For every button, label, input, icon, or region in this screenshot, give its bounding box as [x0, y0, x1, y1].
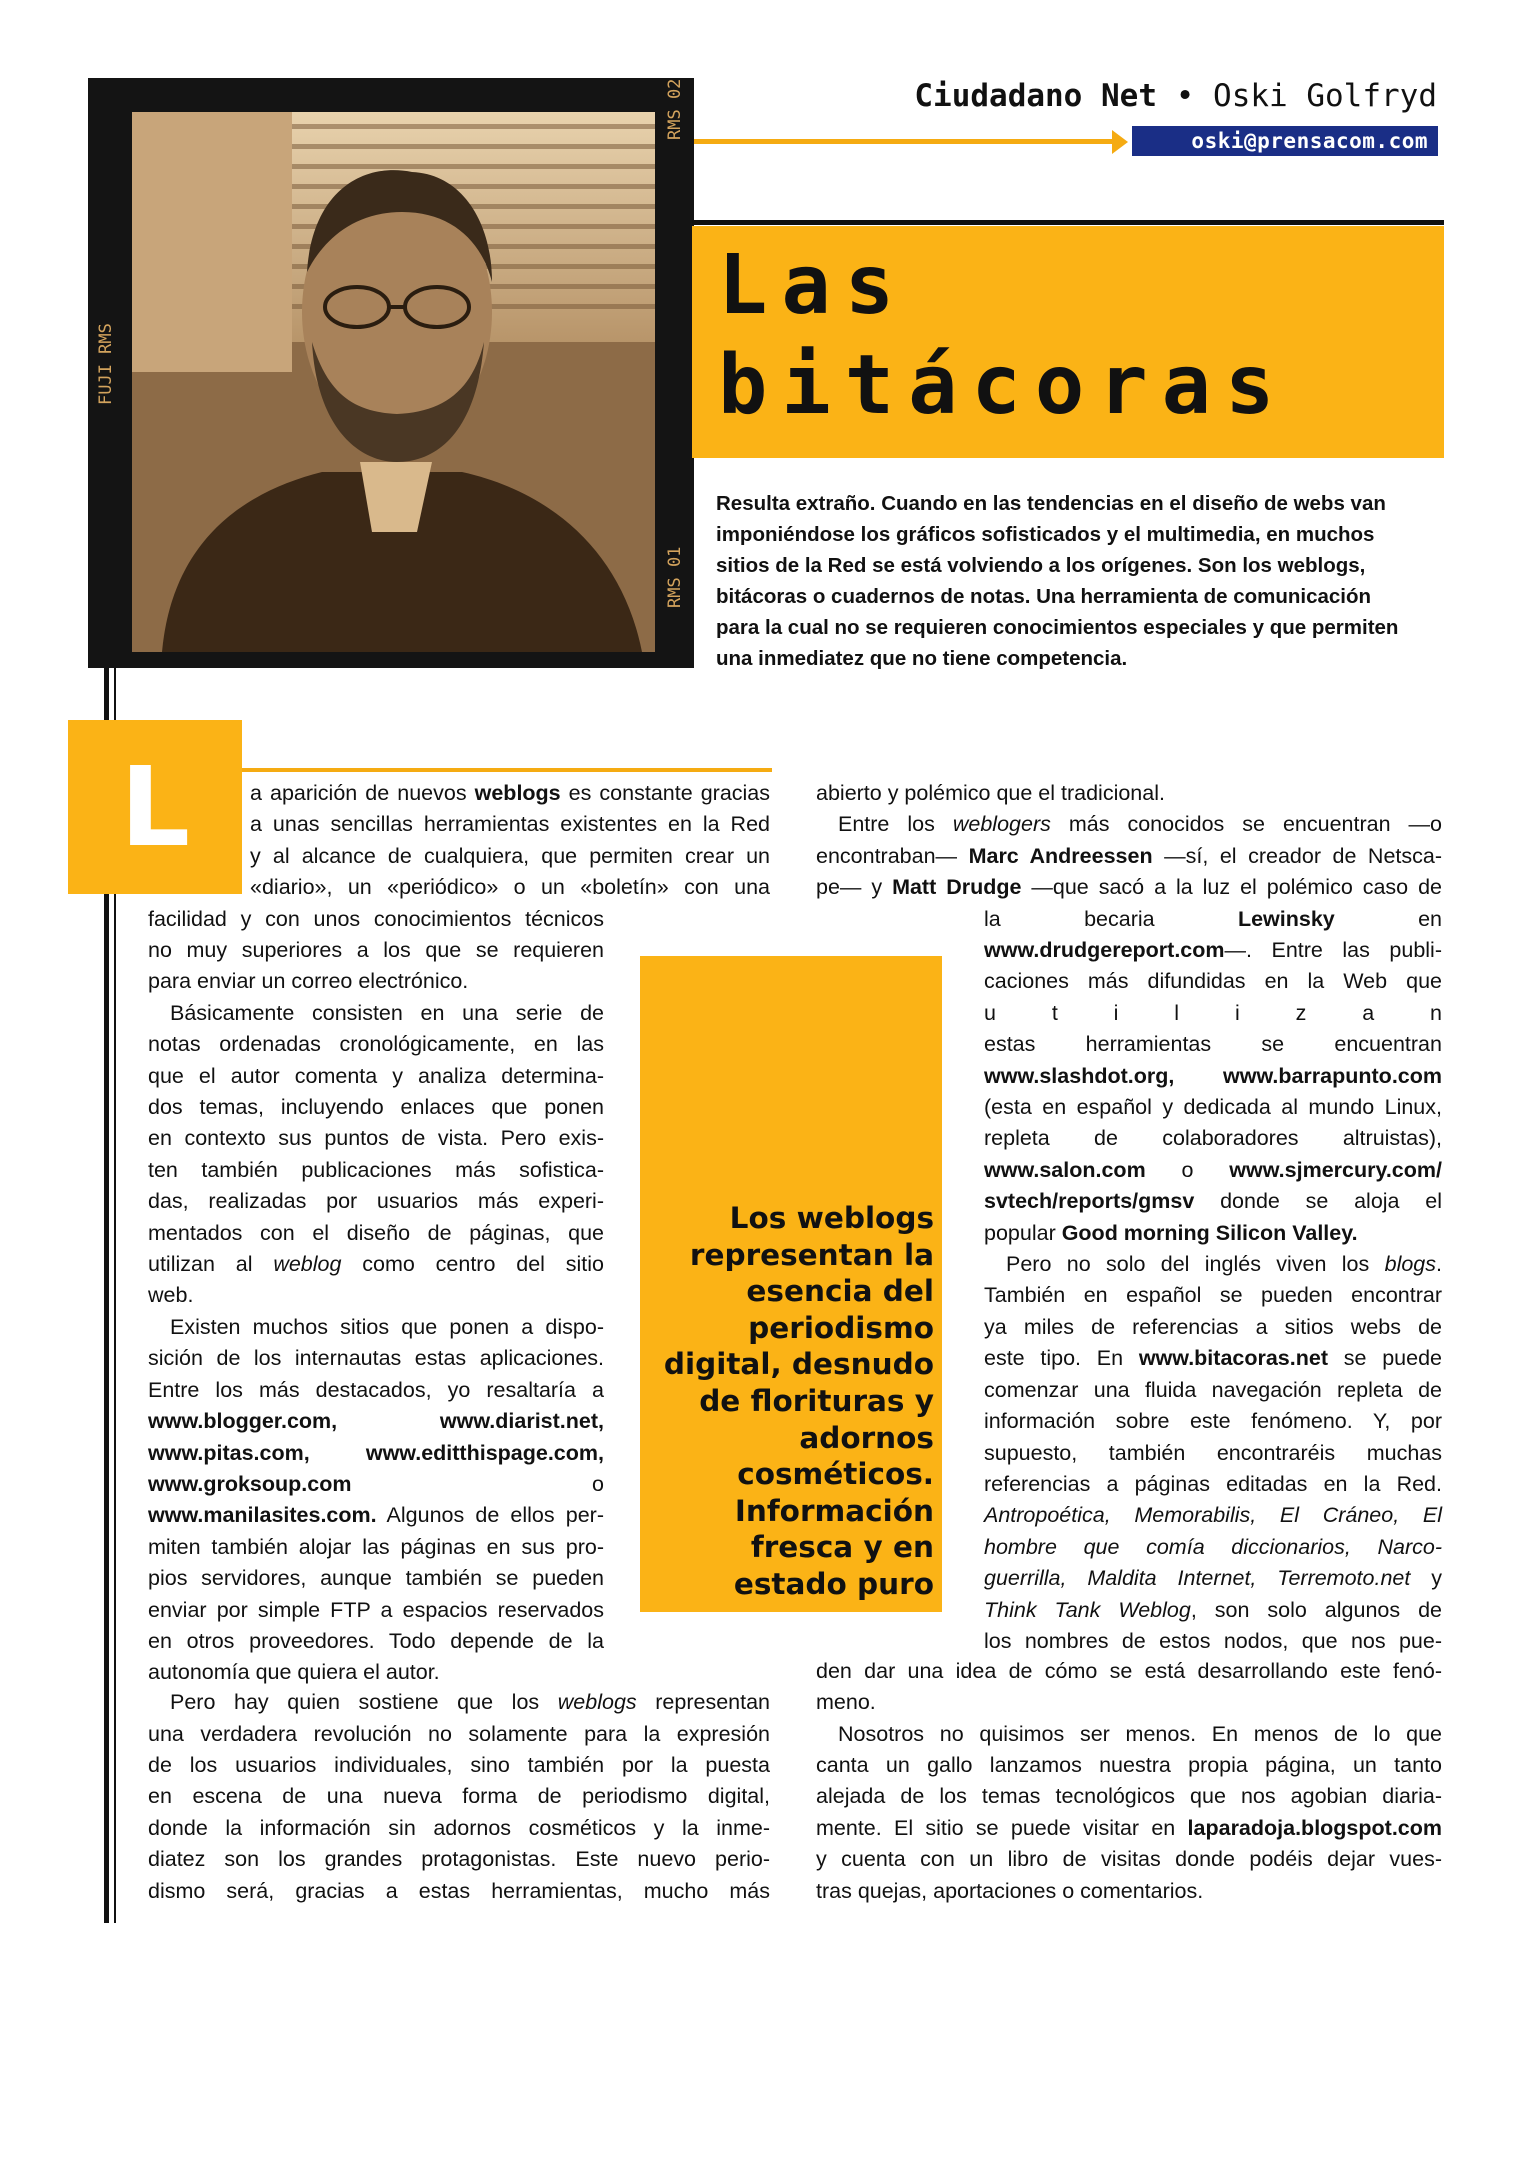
text-line: a unas sencillas herramientas existentes en la Red	[250, 812, 770, 837]
text-line: en otros proveedores. Todo depende de la	[148, 1628, 604, 1653]
text-line: das, realizadas por usuarios más experi-	[148, 1189, 604, 1214]
text-line: canta un gallo lanzamos nuestra propia página, un tanto	[816, 1753, 1442, 1778]
text-line: sición de los internautas estas aplicaciones.	[148, 1346, 604, 1371]
text-line: repleta de colaboradores altruistas),	[984, 1126, 1442, 1151]
text-line: utilizan al weblog como centro del sitio	[148, 1252, 604, 1277]
text-line: ten también publicaciones más sofistica-	[148, 1157, 604, 1182]
text-line: Básicamente consisten en una serie de	[170, 1000, 604, 1025]
text-line: mentados con el diseño de páginas, que	[148, 1220, 604, 1245]
left-col-text	[148, 904, 604, 1689]
film-label-bottom: RMS 01	[665, 546, 685, 608]
text-line: web.	[148, 1283, 194, 1308]
text-line: dismo será, gracias a estas herramientas, mucho más	[148, 1878, 770, 1903]
text-line: en escena de una nueva forma de periodismo digital,	[148, 1784, 770, 1809]
text-line[interactable]: www.manilasites.com. Algunos de ellos per-	[148, 1503, 604, 1528]
text-line: abierto y polémico que el tradicional.	[816, 781, 1165, 805]
title-line-1: Las	[718, 238, 909, 333]
text-line: de los usuarios individuales, sino también por la puesta	[148, 1753, 770, 1777]
pull-quote: Los weblogs representan la esencia del periodismo digital, desnudo de florituras y adornos cosméticos. Información fresca y en estado puro	[663, 1201, 934, 1601]
byline-separator: •	[1175, 78, 1195, 114]
link-line[interactable]: www.slashdot.org, www.barrapunto.com	[984, 1063, 1442, 1088]
text-line: pios servidores, aunque también se pueden	[148, 1566, 604, 1591]
text-line: los nombres de estos nodos, que nos pue-	[984, 1628, 1442, 1653]
text-line: (esta en español y dedicada al mundo Linux,	[984, 1095, 1442, 1120]
link-line[interactable]: www.pitas.com, www.editthispage.com,	[148, 1440, 604, 1465]
text-line: caciones más difundidas en la Web que	[984, 969, 1442, 994]
link-line[interactable]: www.salon.com o www.sjmercury.com/	[984, 1157, 1442, 1182]
text-line: También en español se pueden encontrar	[984, 1283, 1442, 1308]
text-line: enviar por simple FTP a espacios reservados	[148, 1597, 604, 1622]
left-col-paragraph-1-dropcap	[250, 778, 770, 904]
author-photo	[132, 112, 655, 652]
section-name: Ciudadano Net	[914, 78, 1158, 114]
link-line[interactable]: www.groksoup.com o	[148, 1471, 604, 1496]
left-col-paragraph-4	[148, 1687, 770, 1907]
text-line: tras quejas, aportaciones o comentarios.	[816, 1878, 1204, 1903]
text-line: que el autor comenta y analiza determina-	[148, 1063, 604, 1088]
text-line: y al alcance de cualquiera, que permiten crear un	[250, 843, 770, 868]
text-line: popular Good morning Silicon Valley.	[984, 1220, 1358, 1245]
text-line: Entre los weblogers más conocidos se encuentran —o	[838, 812, 1442, 837]
text-line: donde la información sin adornos cosméticos y la inme-	[148, 1815, 770, 1840]
text-line: facilidad y con unos conocimientos técnicos	[148, 906, 604, 931]
film-label-top: RMS 02	[665, 78, 685, 140]
text-line: información sobre este fenómeno. Y, por	[984, 1409, 1442, 1434]
text-line: estas herramientas se encuentran	[984, 1032, 1442, 1057]
text-line: y cuenta con un libro de visitas donde podéis dejar vues-	[816, 1847, 1442, 1872]
title-rule	[692, 220, 1444, 225]
text-line: autonomía que quiera el autor.	[148, 1660, 440, 1685]
link-line[interactable]: mente. El sitio se puede visitar en laparadoja.blogspot.com	[816, 1815, 1442, 1840]
text-line: encontraban— Marc Andreessen —sí, el creador de Netsca-	[816, 843, 1443, 868]
text-line: a aparición de nuevos weblogs es constante gracias	[250, 781, 771, 805]
title-line-2: bitácoras	[718, 338, 1289, 433]
intro-line: una inmediatez que no tiene competencia.	[716, 647, 1128, 670]
arrow-line	[692, 139, 1120, 144]
right-col-bottom	[816, 1656, 1442, 1907]
intro-line: sitios de la Red se está volviendo a los orígenes. Son los weblogs,	[716, 554, 1366, 577]
text-line: Think Tank Weblog, son solo algunos de	[984, 1597, 1443, 1622]
link-line[interactable]: este tipo. En www.bitacoras.net se puede	[984, 1346, 1442, 1371]
intro-line: bitácoras o cuadernos de notas. Una herramienta de comunicación	[716, 585, 1372, 608]
text-line: notas ordenadas cronológicamente, en las	[148, 1032, 604, 1057]
link-line[interactable]: www.blogger.com, www.diarist.net,	[148, 1409, 604, 1434]
text-line: Antropoética, Memorabilis, El Cráneo, El	[984, 1503, 1442, 1528]
text-line: ya miles de referencias a sitios webs de	[984, 1314, 1442, 1339]
intro-line: imponiéndose los gráficos sofisticados y el multimedia, en muchos	[716, 523, 1375, 546]
text-line: «diario», un «periódico» o un «boletín» con una	[250, 875, 770, 900]
text-line: guerrilla, Maldita Internet, Terremoto.net y	[984, 1566, 1442, 1591]
intro-line: para la cual no se requieren conocimientos especiales y que permiten	[716, 616, 1399, 639]
text-line: pe— y Matt Drudge —que sacó a la luz el polémico caso de	[816, 875, 1442, 900]
link-line[interactable]: svtech/reports/gmsv donde se aloja el	[984, 1189, 1442, 1214]
text-line: alejada de los temas tecnológicos que nos agobian diaria-	[816, 1784, 1442, 1809]
article-title	[718, 236, 1288, 436]
right-col-top	[816, 778, 1442, 904]
text-line: hombre que comía diccionarios, Narco-	[984, 1534, 1442, 1559]
text-line: diatez son los grandes protagonistas. Este nuevo perio-	[148, 1847, 770, 1872]
arrow-right-icon	[1112, 130, 1128, 154]
text-line: la becaria Lewinsky en	[984, 906, 1442, 931]
text-line: para enviar un correo electrónico.	[148, 969, 469, 994]
text-line: una verdadera revolución no solamente para la expresión	[148, 1721, 770, 1746]
text-line: miten también alojar las páginas en sus pro-	[148, 1534, 604, 1559]
text-line: den dar una idea de cómo se está desarrollando este fenó-	[816, 1658, 1442, 1683]
text-line: dos temas, incluyendo enlaces que ponen	[148, 1095, 604, 1120]
text-line: u t i l i z a n	[984, 1000, 1442, 1025]
text-line: referencias a páginas editadas en la Red.	[984, 1471, 1442, 1496]
text-line: comenzar una fluida navegación repleta de	[984, 1377, 1442, 1402]
drop-cap: L	[68, 720, 242, 894]
link-line[interactable]: www.drudgereport.com—. Entre las publi-	[984, 938, 1442, 962]
byline	[914, 78, 1437, 114]
author-name: Oski Golfryd	[1213, 78, 1437, 114]
text-line: meno.	[816, 1690, 876, 1715]
text-line: Pero hay quien sostiene que los weblogs representan	[170, 1690, 771, 1715]
text-line: Pero no solo del inglés viven los blogs.	[1006, 1252, 1442, 1277]
section-rule	[242, 768, 772, 772]
text-line: Existen muchos sitios que ponen a dispo-	[170, 1314, 604, 1339]
right-col-wrap	[984, 904, 1442, 1658]
text-line: Nosotros no quisimos ser menos. En menos de lo que	[838, 1721, 1442, 1746]
portrait-illustration	[132, 112, 655, 652]
text-line: no muy superiores a los que se requieren	[148, 938, 604, 962]
author-email[interactable]: oski@prensacom.com	[1132, 126, 1438, 156]
film-label-left: FUJI RMS	[96, 323, 116, 405]
text-line: supuesto, también encontraréis muchas	[984, 1440, 1442, 1465]
intro-line: Resulta extraño. Cuando en las tendencias en el diseño de webs van	[716, 492, 1386, 515]
text-line: en contexto sus puntos de vista. Pero exis-	[148, 1126, 604, 1151]
article-intro	[716, 488, 1436, 674]
text-line: Entre los más destacados, yo resaltaría a	[148, 1377, 604, 1402]
